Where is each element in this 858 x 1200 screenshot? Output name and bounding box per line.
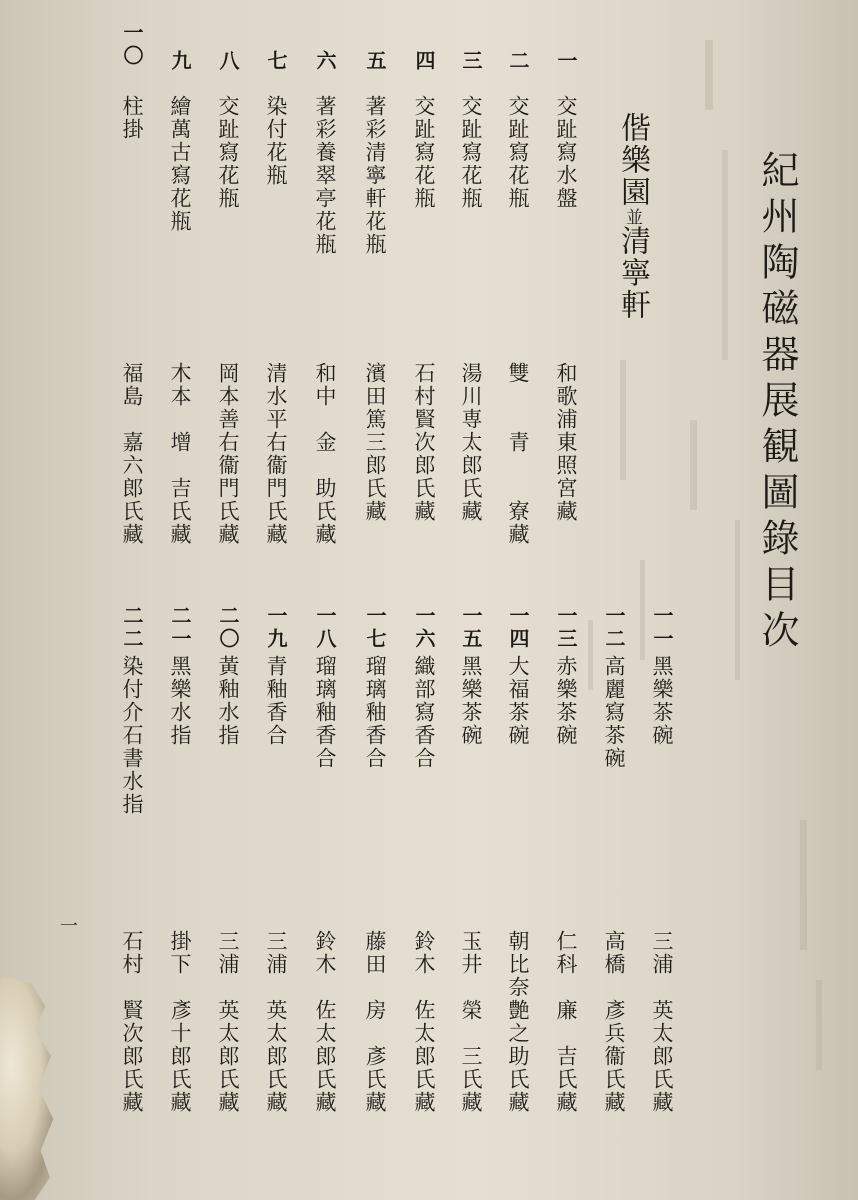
entry-item: 交趾寫花瓶 [412, 95, 436, 210]
entry-number: 一八 [313, 605, 337, 651]
entry-number: 五 [363, 50, 387, 73]
entry-number: 二一 [168, 605, 192, 651]
page-title: 紀州陶磁器展観圖錄目次 [755, 150, 799, 656]
entry-owner: 岡本善右衞門氏藏 [216, 362, 240, 546]
entry-number: 六 [313, 50, 337, 73]
page-number: 一 [60, 916, 78, 937]
section-name-a: 偕樂園 [615, 112, 650, 208]
entry-owner: 三浦 英太郎氏藏 [216, 930, 240, 1114]
entry-number: 七 [264, 50, 288, 73]
entry-owner: 和中 金 助氏藏 [313, 362, 337, 546]
entry-number: 二 [506, 50, 530, 73]
entry-owner: 三浦 英太郎氏藏 [650, 930, 674, 1114]
entry-owner: 鈴木 佐太郎氏藏 [412, 930, 436, 1114]
entry-owner: 福島 嘉六郎氏藏 [120, 362, 144, 546]
entry-item: 著彩清寧軒花瓶 [363, 95, 387, 256]
entry-item: 交趾寫花瓶 [506, 95, 530, 210]
entry-item: 瑠璃釉香合 [363, 655, 387, 770]
entry-owner: 掛下 彥十郎氏藏 [168, 930, 192, 1114]
entry-number: 一九 [264, 605, 288, 651]
entry-number: 一一 [650, 605, 674, 651]
entry-owner: 清水平右衞門氏藏 [264, 362, 288, 546]
entry-owner: 朝比奈艶之助氏藏 [506, 930, 530, 1114]
entry-number: 一〇 [120, 22, 144, 68]
entry-owner: 石村賢次郎氏藏 [412, 362, 436, 523]
entry-number: 一六 [412, 605, 436, 651]
entry-item: 瑠璃釉香合 [313, 655, 337, 770]
entry-item: 交趾寫水盤 [554, 95, 578, 210]
entry-owner: 和歌浦東照宮藏 [554, 362, 578, 523]
entry-number: 二〇 [216, 605, 240, 651]
entry-item: 黑樂水指 [168, 655, 192, 747]
torn-margin [0, 975, 58, 1200]
entry-item: 青釉香合 [264, 655, 288, 747]
entry-item: 高麗寫茶碗 [602, 655, 626, 770]
entry-item: 柱掛 [120, 95, 144, 141]
entry-item: 大福茶碗 [506, 655, 530, 747]
entry-item: 赤樂茶碗 [554, 655, 578, 747]
entry-owner: 三浦 英太郎氏藏 [264, 930, 288, 1114]
entry-owner: 仁科 廉 吉氏藏 [554, 930, 578, 1114]
section-name-b: 清寧軒 [615, 225, 650, 321]
section-connector: 並 [622, 208, 642, 225]
entry-number: 一五 [459, 605, 483, 651]
entry-item: 繪萬古寫花瓶 [168, 95, 192, 233]
entry-item: 交趾寫花瓶 [216, 95, 240, 210]
entry-item: 黃釉水指 [216, 655, 240, 747]
entry-number: 四 [412, 50, 436, 73]
entry-number: 三 [459, 50, 483, 73]
entry-owner: 石村 賢次郎氏藏 [120, 930, 144, 1114]
entry-item: 著彩養翠亭花瓶 [313, 95, 337, 256]
entry-item: 黑樂茶碗 [650, 655, 674, 747]
entry-number: 一四 [506, 605, 530, 651]
entry-item: 織部寫香合 [412, 655, 436, 770]
entry-owner: 濱田篤三郎氏藏 [363, 362, 387, 523]
entry-item: 染付花瓶 [264, 95, 288, 187]
entry-item: 交趾寫花瓶 [459, 95, 483, 210]
entry-owner: 湯川専太郎氏藏 [459, 362, 483, 523]
entry-owner: 木本 增 吉氏藏 [168, 362, 192, 546]
entry-owner: 高橋 彥兵衞氏藏 [602, 930, 626, 1114]
entry-number: 九 [168, 50, 192, 73]
entry-item: 黑樂茶碗 [459, 655, 483, 747]
entry-number: 一 [554, 50, 578, 73]
entry-item: 染付介石書水指 [120, 655, 144, 816]
entry-number: 二二 [120, 605, 144, 651]
section-heading [615, 112, 650, 321]
entry-number: 八 [216, 50, 240, 73]
entry-number: 一二 [602, 605, 626, 651]
entry-owner: 雙 青 寮藏 [506, 362, 530, 546]
entry-owner: 藤田 房 彥氏藏 [363, 930, 387, 1114]
entry-number: 一七 [363, 605, 387, 651]
entry-number: 一三 [554, 605, 578, 651]
entry-owner: 鈴木 佐太郎氏藏 [313, 930, 337, 1114]
entry-owner: 玉井 榮 三氏藏 [459, 930, 483, 1114]
